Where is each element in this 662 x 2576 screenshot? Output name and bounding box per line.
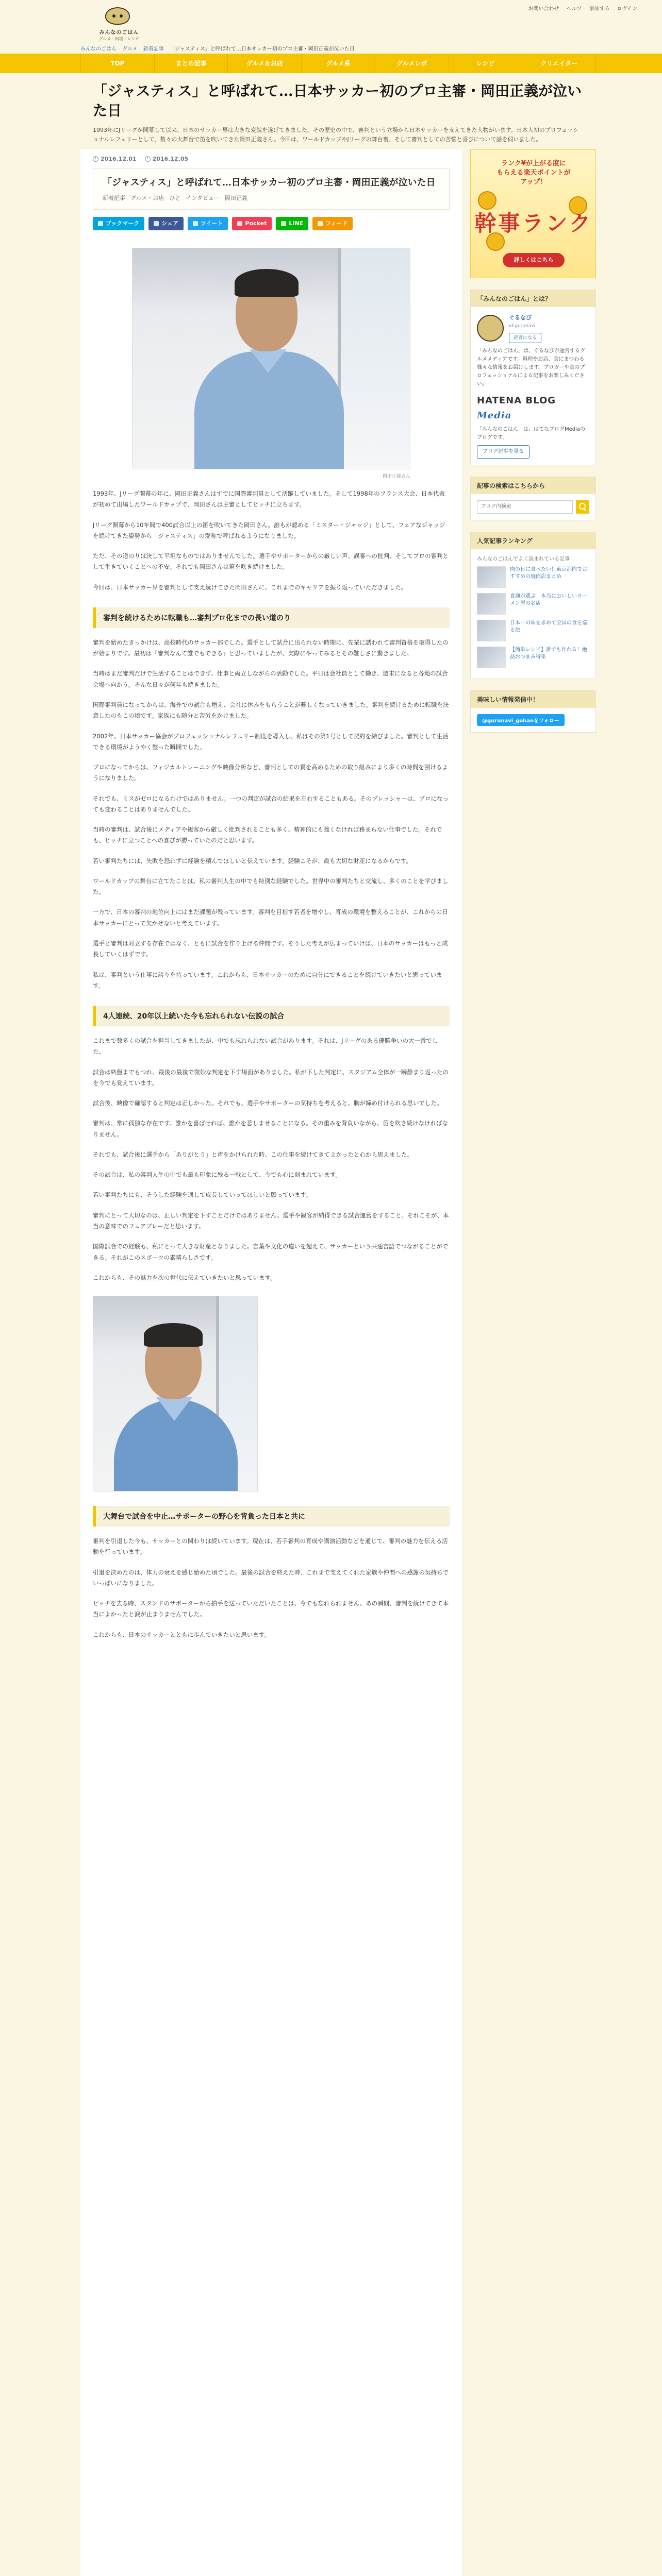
search-form bbox=[471, 494, 595, 520]
nav-item-shop[interactable]: グルメ＆お店 bbox=[228, 54, 302, 73]
page-title: 「ジャスティス」と呼ばれて…日本サッカー初のプロ主審・岡田正義が泣いた日 bbox=[93, 82, 582, 119]
paragraph: 2002年、日本サッカー協会がプロフェッショナルレフェリー制度を導入し、私はその第1号として契約を結びました。審判として生活できる環境がようやく整った瞬間でした。 bbox=[93, 732, 449, 751]
paragraph: 当時はまだ審判だけで生活することはできず、仕事と両立しながらの活動でした。平日は会社員として働き、週末になると各地の試合会場へ向かう。そんな日々が何年も続きました。 bbox=[93, 670, 448, 688]
top-links bbox=[528, 4, 638, 12]
ranking-heading: 人気記事ランキング bbox=[471, 532, 595, 549]
search-heading: 記事の検索はこちらから bbox=[471, 477, 595, 494]
tag-list bbox=[103, 194, 440, 202]
paragraph: それでも、試合後に選手から「ありがとう」と声をかけられた時、この仕事を続けてきてよかったと心から思えました。 bbox=[93, 1150, 413, 1158]
breadcrumb-item[interactable]: みんなのごはん bbox=[80, 46, 117, 52]
nav-item-matome[interactable]: まとめ記事 bbox=[155, 54, 228, 73]
ranking-box bbox=[470, 532, 596, 679]
paragraph: 審判を引退した今も、サッカーとの関わりは続いています。現在は、若手審判の育成や講演活動などを通じて、審判の魅力を伝える活動を行っています。 bbox=[93, 1537, 448, 1556]
top-link[interactable]: ログイン bbox=[617, 6, 637, 12]
title-band bbox=[80, 73, 596, 149]
ranking-list bbox=[471, 549, 595, 679]
article-title: 「ジャスティス」と呼ばれて…日本サッカー初のプロ主審・岡田正義が泣いた日 bbox=[103, 177, 436, 188]
twitter-icon bbox=[193, 221, 198, 226]
breadcrumb-item[interactable]: グルメ bbox=[122, 46, 138, 52]
paragraph: Jリーグ開幕から10年間で400試合以上の笛を吹いてきた岡田さん。誰もが認める「ミスター・ジャッジ」として、フェアなジャッジを続けてきた姿勢から「ジャスティス」の愛称で呼ばれるようになりました。 bbox=[93, 521, 445, 539]
hatena-media-logo bbox=[477, 394, 589, 423]
logo-subtitle: グルメ・料理・レシピ bbox=[98, 37, 140, 41]
main-article bbox=[80, 149, 462, 2576]
article-photo-second bbox=[93, 1296, 258, 1492]
media-logo-emphasis: Media bbox=[477, 410, 512, 421]
share-label: ツイート bbox=[201, 220, 223, 227]
ranking-thumb bbox=[477, 620, 506, 641]
banner-tagline: ランク¥が上がる度に もらえる楽天ポイントが アップ！ bbox=[496, 160, 571, 187]
paragraph: 国際審判員になってからは、海外での試合も増え、会社に休みをもらうことが難しくなっていきました。審判を続けるために転職を決意したのもこの頃です。家族にも随分と苦労をかけました。 bbox=[93, 701, 449, 720]
ranking-item[interactable] bbox=[477, 566, 589, 588]
top-link[interactable]: ヘルプ bbox=[566, 6, 582, 12]
updated-value: 2016.12.05 bbox=[152, 156, 189, 162]
updated-date bbox=[145, 156, 189, 162]
ranking-thumb bbox=[477, 647, 506, 668]
paragraph: 試合は終盤までもつれ、最後の最後で微妙な判定を下す場面がありました。私が下した判定に、スタジアム全体が一瞬静まり返ったのを今でも覚えています。 bbox=[93, 1068, 449, 1087]
tag[interactable]: ひと bbox=[169, 195, 181, 202]
ranking-desc: みんなのごはんでよく読まれている記事 bbox=[477, 556, 570, 562]
breadcrumb-current: 「ジャスティス」と呼ばれて…日本サッカー初のプロ主審・岡田正義が泣いた日 bbox=[169, 46, 355, 52]
breadcrumb-item[interactable]: 新着記事 bbox=[143, 46, 164, 52]
banner-title: 幹事ランク bbox=[474, 211, 593, 236]
tag[interactable]: インタビュー bbox=[186, 195, 220, 202]
article-photo-main bbox=[132, 248, 410, 469]
nav-item-gourmet[interactable]: グルメ系 bbox=[302, 54, 375, 73]
profile-id: id:gurunavi bbox=[509, 323, 536, 329]
paragraph: ただ、その道のりは決して平坦なものではありませんでした。選手やサポーターからの厳しい声、誤審への批判、そしてプロの審判として生きていくことへの不安。それでも岡田さんは笛を吹き続けました。 bbox=[93, 552, 449, 571]
paragraph: 審判は、常に孤独な存在です。誰かを喜ばせれば、誰かを悲しませることになる。その重みを背負いながら、笛を吹き続けなければなりません。 bbox=[93, 1120, 449, 1138]
ranking-item[interactable] bbox=[477, 620, 589, 641]
twitter-follow-button[interactable]: @gurunavi_gohanをフォロー bbox=[477, 714, 565, 726]
rank-banner[interactable] bbox=[470, 149, 596, 278]
intro-text: 1993年にJリーグが開幕して以来、日本のサッカー界は大きな変貌を遂げてきました。その歴史の中で、審判という立場から日本サッカーを支えてきた人物がいます。日本人初のプロフェッショナルレフェリーとして、数々の大舞台で笛を吹いてきた岡田正義さん。今回は、ワールドカップやJリーグの舞台裏、そして審判としての苦悩と喜びについて話を伺いました。 bbox=[93, 126, 579, 143]
share-label: LINE bbox=[289, 220, 304, 227]
ranking-title: 肉の日に食べたい！東京都内でおすすめの焼肉店まとめ bbox=[510, 566, 587, 580]
ranking-title: 日本一の味を求めて全国の食を巡る旅 bbox=[510, 620, 587, 634]
share-buttons bbox=[80, 210, 462, 238]
top-link[interactable]: お問い合わせ bbox=[528, 6, 559, 12]
twitter-heading: 美味しい情報発信中！ bbox=[471, 691, 595, 708]
media-logo-text: HATENA BLOG bbox=[477, 395, 556, 406]
line-button[interactable] bbox=[276, 217, 308, 230]
share-label: フィード bbox=[325, 220, 348, 227]
ranking-title: 【簡単レシピ】誰でも作れる！絶品おつまみ特集 bbox=[510, 647, 587, 660]
search-input[interactable] bbox=[477, 500, 573, 514]
nav-item-recipe[interactable]: レシピ bbox=[449, 54, 523, 73]
paragraph: 若い審判たちには、失敗を恐れずに経験を積んでほしいと伝えています。経験こそが、最も大切な財産になるからです。 bbox=[93, 857, 412, 865]
ranking-thumb bbox=[477, 566, 506, 588]
refresh-icon bbox=[145, 156, 151, 162]
profile-meta bbox=[509, 313, 541, 343]
paragraph: 今回は、日本サッカー界を審判として支え続けてきた岡田さんに、これまでのキャリアを振り返っていただきました。 bbox=[93, 583, 407, 591]
line-icon bbox=[281, 221, 286, 226]
ranking-item[interactable] bbox=[477, 647, 589, 668]
top-link[interactable]: 参加する bbox=[589, 6, 610, 12]
paragraph: 引退を決めたのは、体力の衰えを感じ始めた頃でした。最後の試合を終えた時、これまで支えてくれた家族や仲間への感謝の気持ちでいっぱいになりました。 bbox=[93, 1568, 449, 1587]
nav-item-report[interactable]: グルメレポ bbox=[375, 54, 449, 73]
facebook-icon bbox=[154, 221, 159, 226]
media-link-button[interactable]: ブログ記事を見る bbox=[477, 445, 529, 459]
photo-window bbox=[338, 248, 410, 469]
paragraph: 当時の審判は、試合後にメディアや観客から厳しく批判されることも多く、精神的にも強くなければ務まらない仕事でした。それでも、ピッチに立つことへの喜びが勝っていたのだと思います。 bbox=[93, 826, 442, 844]
nav-item-creator[interactable]: クリエイター bbox=[522, 54, 596, 73]
site-logo[interactable] bbox=[80, 4, 158, 45]
profile-text: 「みんなのごはん」は、ぐるなびが運営するグルメメディアです。料理やお店、食にまつわる様々な情報をお届けします。ブロガーや食のプロフェッショナルによる記事をお楽しみください。 bbox=[477, 348, 585, 387]
pocket-button[interactable] bbox=[232, 217, 272, 230]
profile-body bbox=[471, 307, 595, 465]
bookmark-icon bbox=[98, 221, 103, 226]
ranking-title: 食通が選ぶ！本当においしいラーメン屋の名店 bbox=[510, 593, 587, 607]
ranking-item[interactable] bbox=[477, 593, 589, 615]
twitter-box bbox=[470, 690, 596, 733]
ranking-thumb bbox=[477, 593, 506, 615]
paragraph: 一方で、日本の審判の地位向上にはまだ課題が残っています。審判を目指す若者を増やし、育成の環境を整えることが、これからの日本サッカーにとって欠かせないと考えています。 bbox=[93, 908, 448, 927]
share-label: シェア bbox=[161, 220, 179, 227]
logo-text: みんなのごはん bbox=[99, 30, 139, 36]
logo-face-icon bbox=[105, 7, 130, 25]
paragraph: 私は、審判という仕事に誇りを持っています。これからも、日本サッカーのために自分にできることを続けていきたいと思っています。 bbox=[93, 971, 442, 989]
article-card bbox=[93, 168, 450, 210]
paragraph: 国際試合での経験も、私にとって大きな財産となりました。言葉や文化の違いを超えて、サッカーという共通言語でつながることができる。それがこのスポーツの素晴らしさです。 bbox=[93, 1243, 449, 1261]
avatar[interactable] bbox=[477, 315, 504, 342]
pocket-icon bbox=[237, 221, 242, 226]
hatena-bookmark-button[interactable] bbox=[93, 217, 144, 230]
sidebar bbox=[470, 149, 596, 733]
paragraph: 審判にとって大切なのは、正しい判定を下すことだけではありません。選手や観客が納得できる試合運営をすること。それこそが、本当の意味でのフェアプレーだと思います。 bbox=[93, 1211, 449, 1230]
facebook-share-button[interactable] bbox=[148, 217, 184, 230]
share-label: Pocket bbox=[245, 220, 267, 227]
paragraph: 1993年、Jリーグ開幕の年に、岡田正義さんはすでに国際審判員として活躍していました。そして1998年のフランス大会、日本代表が初めて出場したワールドカップで、岡田さんは主審としてピッチに立ちます。 bbox=[93, 490, 445, 509]
photo-hair bbox=[144, 1323, 203, 1347]
published-date bbox=[93, 156, 137, 162]
tag[interactable]: グルメ・お店 bbox=[130, 195, 164, 202]
feed-icon bbox=[318, 221, 323, 226]
paragraph: それでも、ミスがゼロになるわけではありません。一つの判定が試合の結果を左右することもある。そのプレッシャーは、プロになっても変わることはありませんでした。 bbox=[93, 794, 449, 813]
paragraph: 審判を始めたきっかけは、高校時代のサッカー部でした。選手として試合に出られない時期に、先輩に誘われて審判資格を取得したのが始まりです。最初は「審判なんて誰でもできる」と思っていましたが、実際にやってみるとその難しさに驚きました。 bbox=[93, 638, 449, 657]
paragraph: 試合後、映像で確認すると判定は正しかった。それでも、選手やサポーターの気持ちを考えると、胸が締め付けられる思いでした。 bbox=[93, 1099, 443, 1107]
paragraph: ピッチを去る時、スタンドのサポーターから拍手を送っていただいたことは、今でも忘れられません。あの瞬間、審判を続けてきて本当によかったと涙が止まりませんでした。 bbox=[93, 1600, 449, 1618]
photo-hair bbox=[235, 269, 299, 297]
site-header bbox=[0, 0, 662, 54]
section-heading: 審判を続けるために転職も…審判プロ化までの長い道のり bbox=[93, 607, 450, 628]
paragraph: プロになってからは、フィジカルトレーニングや映像分析など、審判としての質を高めるための取り組みにより多くの時間を割けるようになりました。 bbox=[93, 764, 448, 782]
feed-button[interactable] bbox=[312, 217, 353, 230]
profile-box bbox=[470, 290, 596, 465]
twitter-share-button[interactable] bbox=[188, 217, 228, 230]
paragraph: ワールドカップの舞台に立てたことは、私の審判人生の中でも特別な経験でした。世界中の審判たちと交流し、多くのことを学びました。 bbox=[93, 877, 449, 896]
tag[interactable]: 新着記事 bbox=[103, 195, 125, 202]
section-heading: 大舞台で試合を中止…サポーターの野心を背負った日本と共に bbox=[93, 1506, 450, 1527]
profile-name[interactable]: ぐるなび bbox=[509, 314, 532, 321]
paragraph: これからも、日本のサッカーとともに歩んでいきたいと思います。 bbox=[93, 1631, 270, 1638]
paragraph: その試合は、私の審判人生の中でも最も印象に残る一戦として、今でも心に刻まれています。 bbox=[93, 1171, 341, 1179]
banner-button[interactable]: 詳しくはこちら bbox=[503, 253, 565, 267]
tag[interactable]: 岡田正義 bbox=[224, 195, 247, 202]
photo-caption: 岡田正義さん bbox=[382, 474, 410, 480]
section-heading: 4人連続、20年以上続いた今も忘れられない伝説の試合 bbox=[93, 1006, 450, 1026]
published-value: 2016.12.01 bbox=[101, 156, 137, 162]
search-button[interactable] bbox=[576, 500, 589, 514]
paragraph: これまで数多くの試合を担当してきましたが、中でも忘れられない試合があります。それは、Jリーグのある優勝争いの大一番でした。 bbox=[93, 1037, 438, 1056]
nav-item-top[interactable]: TOP bbox=[80, 54, 155, 73]
clock-icon bbox=[93, 156, 98, 162]
search-box bbox=[470, 477, 596, 520]
paragraph: 選手と審判は対立する存在ではなく、ともに試合を作り上げる仲間です。そうした考えが広まっていけば、日本のサッカーはもっと成長していくはずです。 bbox=[93, 940, 448, 958]
subscribe-button[interactable]: 読者になる bbox=[509, 333, 541, 343]
paragraph: これからも、その魅力を次の世代に伝えていきたいと思っています。 bbox=[93, 1274, 276, 1281]
profile-heading: 「みんなのごはん」とは？ bbox=[471, 290, 595, 307]
profile-head bbox=[477, 313, 589, 343]
media-text: 「みんなのごはん」は、はてなブログMediaのブログです。 bbox=[477, 426, 586, 440]
main-nav bbox=[0, 54, 662, 73]
breadcrumb bbox=[80, 44, 359, 52]
article-dates bbox=[80, 149, 462, 165]
share-label: ブックマーク bbox=[106, 220, 140, 227]
paragraph: 若い審判たちにも、そうした経験を通して成長していってほしいと願っています。 bbox=[93, 1191, 312, 1199]
